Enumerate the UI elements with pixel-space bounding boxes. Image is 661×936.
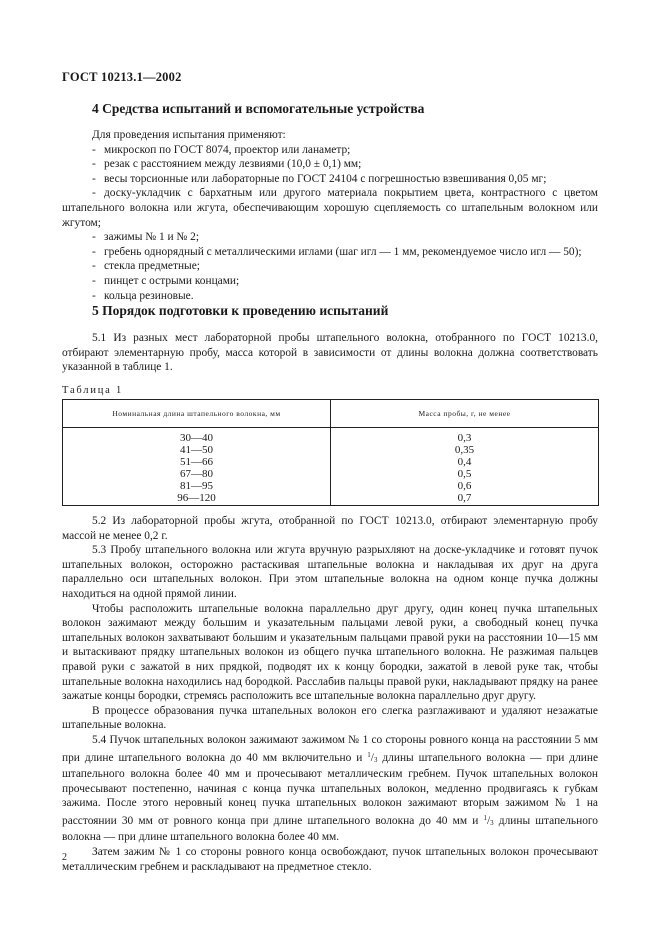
table-cell: 0,6	[457, 480, 472, 492]
paragraph-5-3-end: В процессе образования пучка штапельных волокон его слегка разглаживают и удаляют незажатые штапельные волокна.	[62, 704, 598, 732]
table-cell: 30—40	[180, 432, 213, 444]
paragraph-5-3-continued: Чтобы расположить штапельные волокна параллельно друг другу, один конец пучка штапельных волокон зажимают между большим и указательным пальцами левой руки, а свободный конец пучка штапельных волокон захватывают большим и указательным пальцами правой руки на расстоянии 10—15 мм и вытаскивают прядку штапельных волокон из общего пучка штапельного волокна. Не разжимая пальцев правой руки с зажатой в них прядкой, подводят их к концу бородки, зажатой в левой руке так, чтобы штапельные волокна находились над бородкой. Расслабив пальцы правой руки, накладывают прядку на ранее зажатые концы бородки, стремясь расположить все штапельные волокна параллельно друг другу.	[62, 602, 598, 703]
table-cell: 0,4	[457, 456, 472, 468]
table-cell: 96—120	[177, 492, 216, 504]
table-column-mass	[331, 428, 599, 506]
document-header: ГОСТ 10213.1—2002	[62, 70, 182, 84]
table-cell: 67—80	[180, 468, 213, 480]
paragraph-5-2: 5.2 Из лабораторной пробы жгута, отобранной по ГОСТ 10213.0, отбирают элементарную пробу массой не менее 0,2 г.	[62, 515, 598, 542]
paragraph-5-3: 5.3 Пробу штапельного волокна или жгута вручную разрыхляют на доске-укладчике и готовят пучок штапельных волокон, осторожно растаскивая штапельные волокна и накладывая их друг на друга параллельно оси штапельных волокон. При этом штапельные волокна на одном конце пучка должны находиться на одной прямой линии.	[62, 544, 598, 600]
section-4-intro: Для проведения испытания применяют:	[92, 129, 286, 141]
section-4-title: 4 Средства испытаний и вспомогательные устройства	[92, 101, 425, 116]
table-cell: 41—50	[180, 444, 213, 456]
paragraph-5-4-continued: Затем зажим № 1 со стороны ровного конца освобождают, пучок штапельных волокон прочесывают металлическим гребнем и раскладывают на предметное стекло.	[62, 846, 598, 873]
equipment-item: - кольца резиновые.	[92, 289, 194, 302]
equipment-item: - доску-укладчик с бархатным или другого материала покрытием цвета, контрастного с цветом штапельного волокна или жгута, обеспечивающим хорошую сцепляемость со штапельным волокном или жгутом;	[62, 187, 598, 229]
table-cell: 0,35	[454, 444, 475, 456]
section-4-body	[62, 128, 598, 303]
section-5-title: 5 Порядок подготовки к проведению испытаний	[92, 303, 389, 318]
table-cell: 0,5	[457, 468, 472, 480]
equipment-item: - стекла предметные;	[92, 260, 200, 273]
equipment-item: - зажимы № 1 и № 2;	[92, 231, 200, 244]
table-cell: 51—66	[180, 456, 213, 468]
table-cell: 0,3	[457, 432, 472, 444]
equipment-item: - пинцет с острыми концами;	[92, 274, 240, 287]
equipment-item: - микроскоп по ГОСТ 8074, проектор или ланаметр;	[92, 143, 351, 156]
paragraphs-5-2-to-5-4	[62, 514, 598, 874]
table-cell: 81—95	[180, 480, 213, 492]
paragraph-5-1: 5.1 Из разных мест лабораторной пробы штапельного волокна, отобранного по ГОСТ 10213.0, отбирают элементарную пробу, масса которой в зависимости от длины волокна должна соответствовать указанной в таблице 1.	[62, 332, 598, 374]
table-caption: Таблица 1	[62, 385, 124, 396]
table-header-mass: Масса пробы, г, не менее	[331, 400, 599, 428]
table-header-length: Номинальная длина штапельного волокна, мм	[63, 400, 331, 428]
table-column-length	[63, 428, 331, 506]
table-1	[62, 399, 599, 506]
equipment-item: - гребень однорядный с металлическими иглами (шаг игл — 1 мм, рекомендуемое число игл — 50);	[92, 245, 582, 258]
page-number: 2	[62, 852, 67, 863]
equipment-list	[62, 143, 598, 304]
equipment-item: - весы торсионные или лабораторные по ГОСТ 24104 с погрешностью взвешивания 0,05 мг;	[92, 172, 547, 185]
equipment-item: - резак с расстоянием между лезвиями (10,0 ± 0,1) мм;	[92, 158, 362, 171]
table-cell: 0,7	[457, 492, 472, 504]
paragraph-5-4: 5.4 Пучок штапельных волокон зажимают зажимом № 1 со стороны ровного конца на расстоянии 5 мм при длине штапельного волокна до 40 мм включительно и $^1/_3$ длины штапельного волокна — при длине штапельного волокна более 40 мм и прочесывают металлическим гребнем. Пучок штапельных волокон прочесывают постепенно, начиная с конца пучка штапельных волокон, медленно продвигаясь к губкам зажима. После этого неровный конец пучка штапельных волокон зажимают вторым зажимом № 1 на расстоянии 30 мм от ровного конца при длине штапельного волокна до 40 мм и $^1/_3$ длины штапельного волокна — при длине штапельного волокна более 40 мм.	[62, 733, 598, 844]
